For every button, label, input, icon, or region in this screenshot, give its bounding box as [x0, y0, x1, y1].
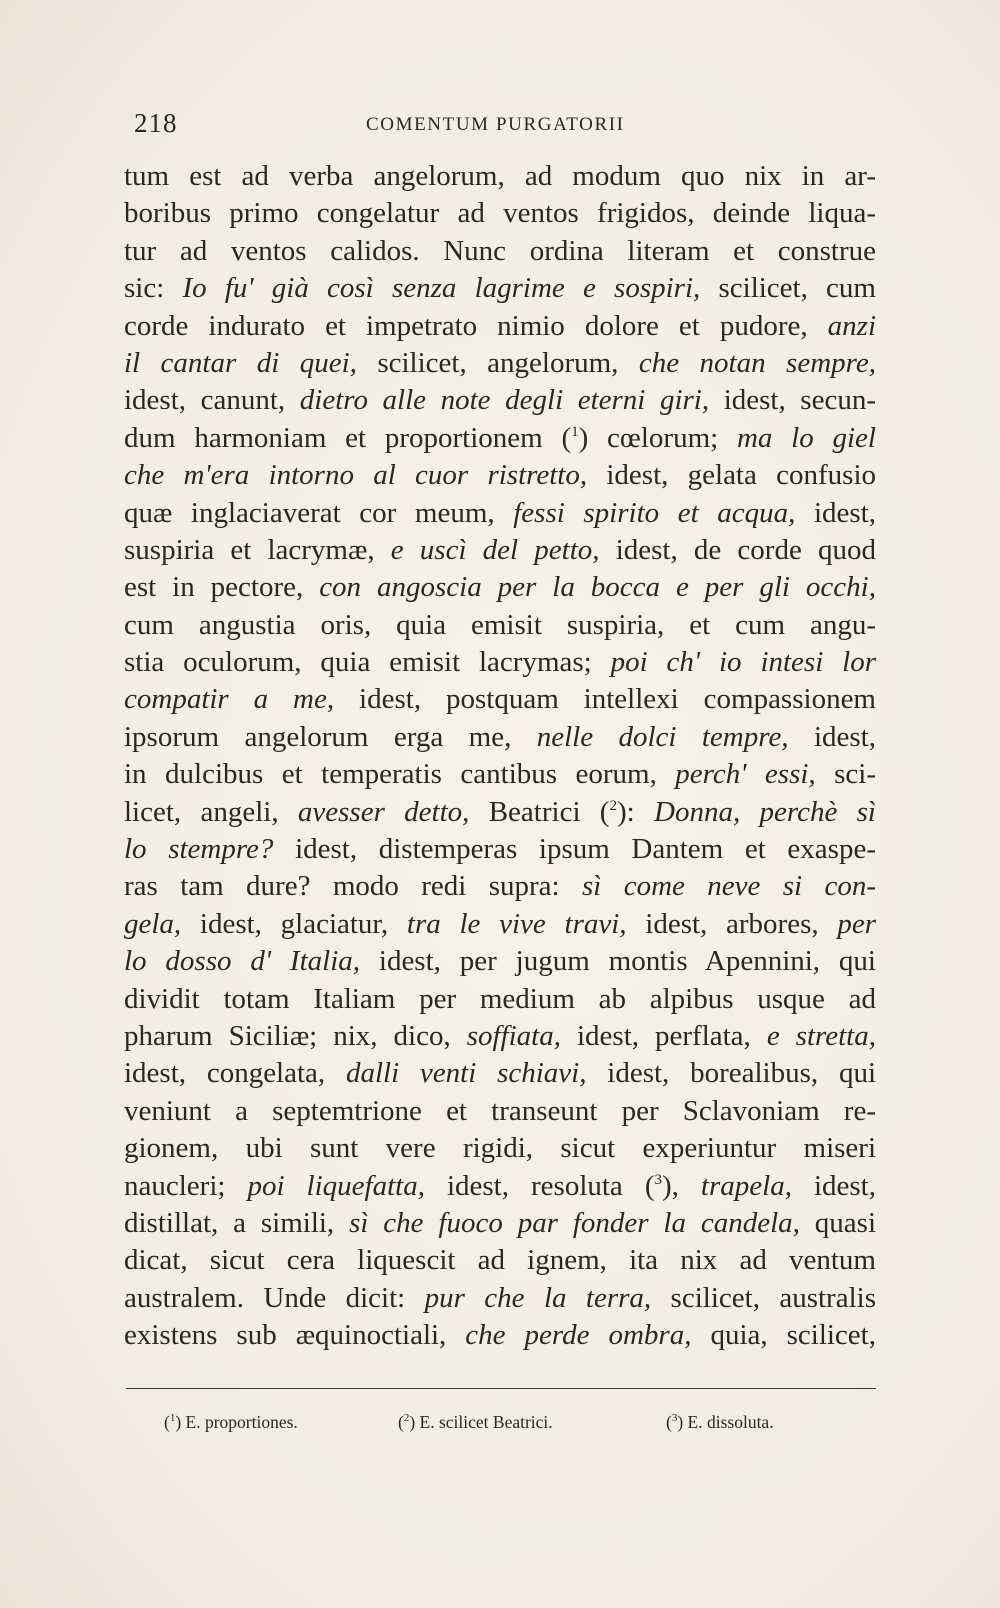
italic-quote: e stretta, — [766, 1019, 876, 1052]
text-line — [124, 1130, 876, 1167]
text-run: dividit totam Italiam per medium ab alpibus usque ad — [124, 982, 876, 1015]
text-line — [124, 420, 876, 457]
footnote-3: ($^3$) E. dissoluta. — [666, 1412, 774, 1432]
text-run: quia, scilicet, — [691, 1319, 876, 1352]
text-run: in dulcibus et temperatis cantibus eorum, — [124, 758, 676, 791]
italic-quote: dietro alle note degli eterni giri, — [299, 384, 710, 417]
footnote-text: E. scilicet Beatrici. — [415, 1412, 553, 1432]
text-run: idest, — [791, 1169, 876, 1202]
body-text — [124, 158, 876, 1355]
italic-quote: trapela, — [700, 1169, 792, 1202]
text-run: ): — [616, 795, 654, 828]
text-line — [124, 382, 876, 419]
italic-quote: nelle dolci tempre, — [536, 720, 789, 753]
text-run: veniunt a septemtrione et transeunt per Sclavoniam re- — [124, 1094, 876, 1127]
text-line — [124, 1317, 876, 1354]
italic-quote: per — [837, 907, 876, 940]
footnote-ref: 1 — [571, 423, 579, 440]
italic-quote: perch' essi, — [675, 758, 816, 791]
page-header — [134, 108, 876, 144]
text-line — [124, 756, 876, 793]
text-line — [124, 831, 876, 868]
text-line — [124, 1242, 876, 1279]
text-line — [124, 495, 876, 532]
text-run: quæ inglaciaverat cor meum, — [124, 496, 514, 529]
text-run: sci- — [815, 758, 877, 791]
text-run: australem. Unde dicit: — [124, 1281, 425, 1314]
text-line — [124, 943, 876, 980]
text-line — [124, 195, 876, 232]
running-title: COMENTUM PURGATORII — [366, 114, 625, 135]
text-run: distillat, a simili, — [124, 1206, 350, 1239]
footnotes — [158, 1412, 878, 1442]
footnote-marker: 2 — [403, 1412, 410, 1424]
text-run: scilicet, angelorum, — [356, 346, 639, 379]
text-line — [124, 308, 876, 345]
italic-quote: compatir a me, — [124, 683, 335, 716]
text-line — [124, 569, 876, 606]
text-run: stia oculorum, quia emisit lacrymas; — [124, 646, 611, 679]
text-line — [124, 270, 876, 307]
text-run: dicat, sicut cera liquescit ad ignem, ita nix ad ventum — [124, 1244, 876, 1277]
italic-quote: e uscì del petto, — [390, 533, 600, 566]
text-run: naucleri; — [124, 1169, 248, 1202]
text-run: existens sub æquinoctiali, — [124, 1319, 466, 1352]
text-line — [124, 158, 876, 195]
text-line — [124, 794, 876, 831]
text-line — [124, 906, 876, 943]
italic-quote: poi ch' io intesi lor — [610, 646, 876, 679]
text-run: idest, de corde quod — [599, 533, 876, 566]
text-run: idest, borealibus, qui — [586, 1057, 876, 1090]
text-run: tur ad ventos calidos. Nunc ordina literam et construe — [124, 234, 876, 267]
text-run: scilicet, cum — [700, 272, 876, 305]
footnote-ref: 3 — [654, 1171, 662, 1188]
italic-quote: lo dosso d' Italia, — [124, 945, 361, 978]
page-number: 218 — [134, 108, 178, 138]
text-run: idest, secun- — [709, 384, 876, 417]
text-run: idest, postquam intellexi compassionem — [334, 683, 876, 716]
footnote-text: E. dissoluta. — [683, 1412, 774, 1432]
italic-quote: avesser detto, — [297, 795, 470, 828]
text-line — [124, 532, 876, 569]
footnote-2: ($^2$) E. scilicet Beatrici. — [398, 1412, 553, 1432]
italic-quote: Io fu' già così senza lagrime e sospiri, — [182, 272, 701, 305]
text-line — [124, 1205, 876, 1242]
text-run: idest, — [795, 496, 876, 529]
italic-quote: sì che fuoco par fonder la candela, — [349, 1206, 800, 1239]
italic-quote: fessi spirito et acqua, — [513, 496, 796, 529]
text-run: ras tam dure? modo redi supra: — [124, 870, 582, 903]
text-run: idest, distemperas ipsum Dantem et exaspe- — [273, 833, 876, 866]
text-line — [124, 1280, 876, 1317]
text-run: idest, glaciatur, — [181, 907, 407, 940]
italic-quote: che notan sempre, — [638, 346, 876, 379]
text-run: boribus primo congelatur ad ventos frigidos, deinde liqua- — [124, 197, 876, 230]
text-run: idest, perflata, — [560, 1019, 767, 1052]
text-line — [124, 868, 876, 905]
text-run: cum angustia oris, quia emisit suspiria, et cum angu- — [124, 608, 876, 641]
text-run: idest, arbores, — [626, 907, 838, 940]
footnote-marker: 3 — [671, 1412, 678, 1424]
text-run: idest, — [788, 720, 876, 753]
italic-quote: tra le vive travi, — [406, 907, 627, 940]
text-run: est in pectore, — [124, 571, 320, 604]
text-run: idest, canunt, — [124, 384, 300, 417]
footnote-ref: 2 — [609, 797, 617, 814]
text-line — [124, 644, 876, 681]
text-run: gionem, ubi sunt vere rigidi, sicut experiuntur miseri — [124, 1132, 876, 1165]
italic-quote: il cantar di quei, — [124, 346, 357, 379]
italic-quote: soffiata, — [466, 1019, 561, 1052]
text-run: ) cœlorum; — [578, 421, 737, 454]
text-run: idest, gelata confusio — [587, 459, 876, 492]
text-line — [124, 1055, 876, 1092]
text-run: suspiria et lacrymæ, — [124, 533, 391, 566]
text-line — [124, 1093, 876, 1130]
italic-quote: gela, — [124, 907, 182, 940]
footnote-marker: 1 — [169, 1412, 176, 1424]
text-line — [124, 719, 876, 756]
italic-quote: poi liquefatta, — [247, 1169, 425, 1202]
text-line — [124, 233, 876, 270]
text-run: licet, angeli, — [124, 795, 298, 828]
text-line — [124, 1168, 876, 1205]
text-run: quasi — [799, 1206, 877, 1239]
footnote-rule — [126, 1388, 876, 1389]
text-run: dum harmoniam et proportionem ( — [124, 421, 572, 454]
text-run: scilicet, australis — [651, 1281, 876, 1314]
footnote-text: E. proportiones. — [181, 1412, 298, 1432]
text-line — [124, 607, 876, 644]
text-run: tum est ad verba angelorum, ad modum quo nix in ar- — [124, 160, 876, 192]
text-run: idest, congelata, — [124, 1057, 346, 1090]
italic-quote: Donna, perchè sì — [654, 795, 876, 828]
footnote-1: ($^1$) E. proportiones. — [164, 1412, 298, 1432]
italic-quote: pur che la terra, — [424, 1281, 652, 1314]
italic-quote: anzi — [827, 309, 876, 342]
text-run: idest, resoluta ( — [424, 1169, 655, 1202]
text-run: ), — [661, 1169, 701, 1202]
text-run: pharum Siciliæ; nix, dico, — [124, 1019, 467, 1052]
italic-quote: ma lo giel — [736, 421, 876, 454]
text-run: idest, per jugum montis Apennini, qui — [360, 945, 876, 978]
text-run: sic: — [124, 272, 183, 305]
text-line — [124, 981, 876, 1018]
italic-quote: che perde ombra, — [465, 1319, 692, 1352]
italic-quote: sì come neve si con- — [581, 870, 877, 903]
italic-quote: con angoscia per la bocca e per gli occhi, — [319, 571, 876, 604]
italic-quote: dalli venti schiavi, — [345, 1057, 587, 1090]
text-run: ipsorum angelorum erga me, — [124, 720, 537, 753]
text-run: corde indurato et impetrato nimio dolore et pudore, — [124, 309, 828, 342]
text-run: Beatrici ( — [469, 795, 610, 828]
italic-quote: che m'era intorno al cuor ristretto, — [124, 459, 588, 492]
italic-quote: lo stempre? — [124, 833, 274, 866]
text-line — [124, 681, 876, 718]
text-line — [124, 1018, 876, 1055]
text-line — [124, 345, 876, 382]
text-line — [124, 457, 876, 494]
